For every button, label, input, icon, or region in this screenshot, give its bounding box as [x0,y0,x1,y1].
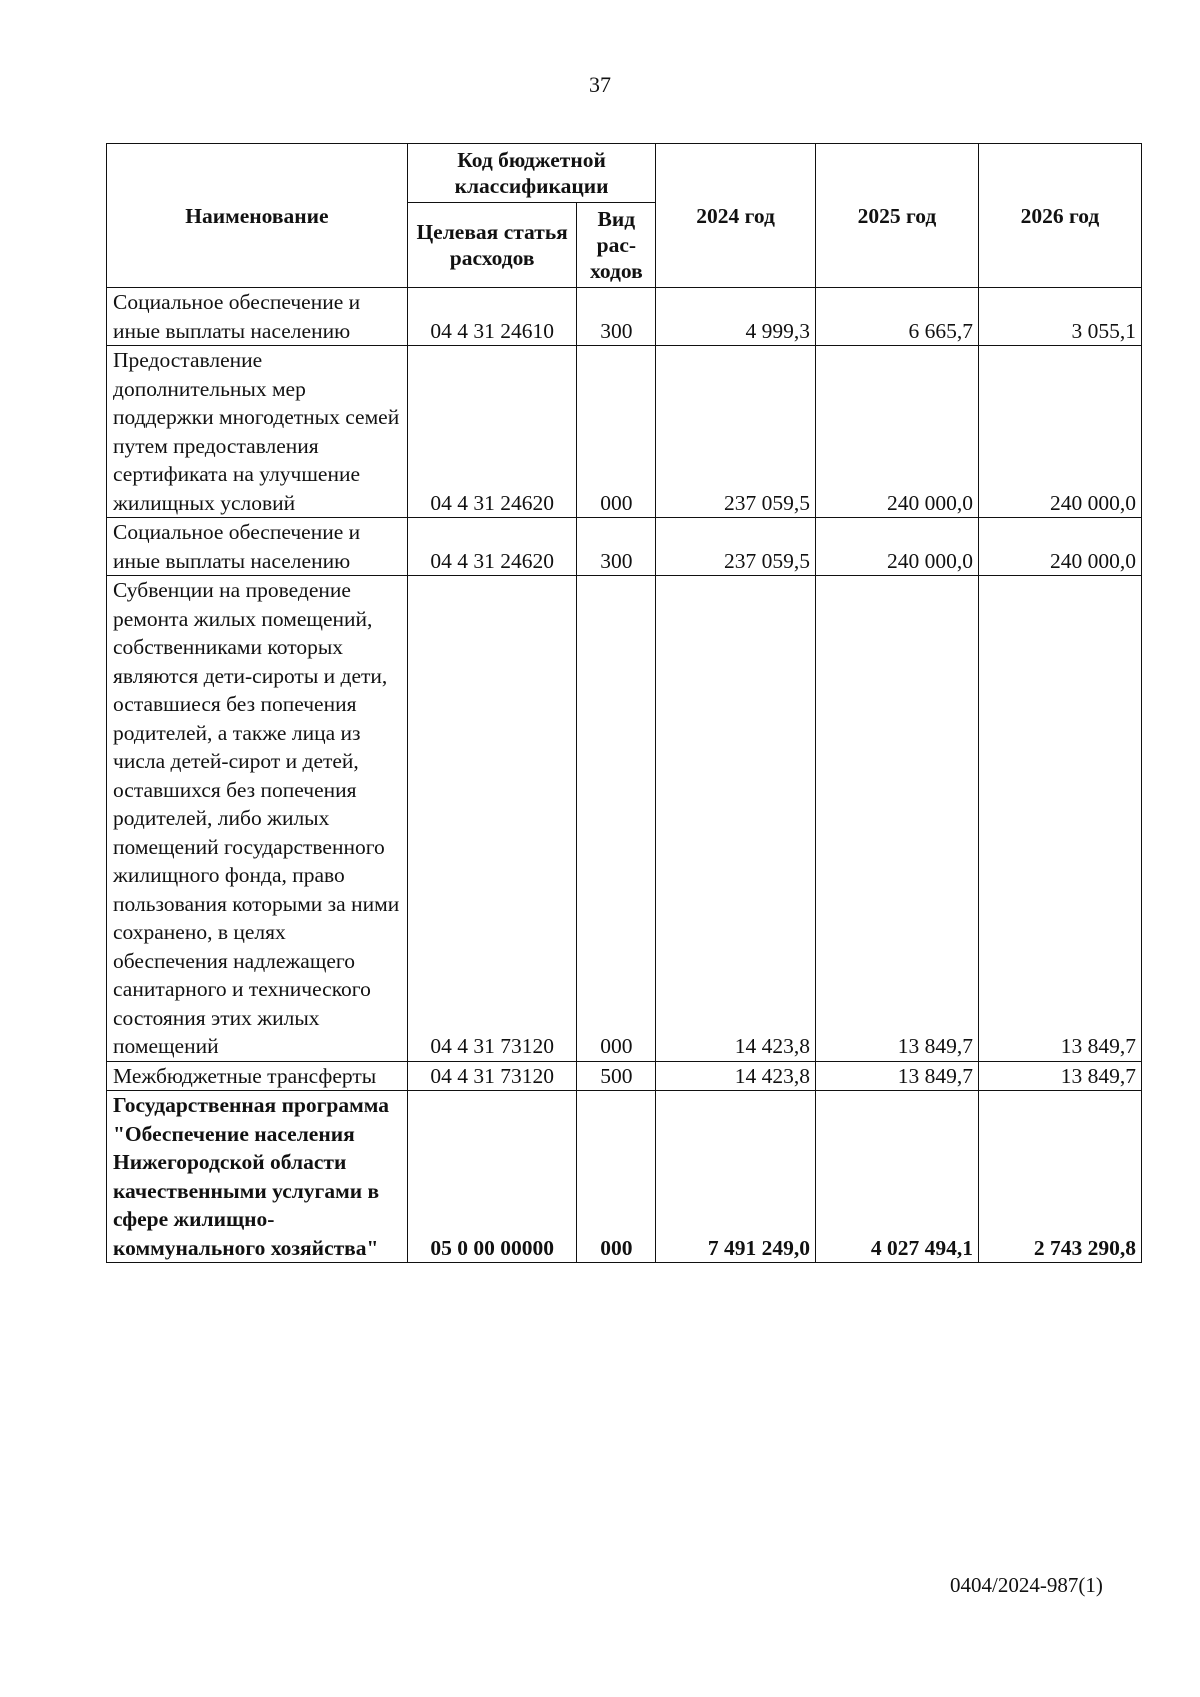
header-2025: 2025 год [815,144,978,288]
table-row [107,576,1142,1062]
table-row [107,1061,1142,1091]
row-2025: 4 027 494,1 [815,1091,978,1263]
row-name: Социальное обеспечение и иные выплаты населению [107,288,408,346]
header-target: Целевая статья расходов [407,203,577,288]
row-2026: 13 849,7 [978,1061,1141,1091]
row-2024: 14 423,8 [656,576,816,1062]
header-row-top [107,144,1142,203]
row-2024: 7 491 249,0 [656,1091,816,1263]
row-type: 500 [577,1061,656,1091]
row-2025: 6 665,7 [815,288,978,346]
row-target: 04 4 31 73120 [407,576,577,1062]
row-2026: 2 743 290,8 [978,1091,1141,1263]
row-2026: 240 000,0 [978,346,1141,518]
table-row [107,518,1142,576]
row-type: 300 [577,518,656,576]
row-target: 05 0 00 00000 [407,1091,577,1263]
header-code-group: Код бюджетной классификации [407,144,655,203]
row-name: Социальное обеспечение и иные выплаты населению [107,518,408,576]
header-name: Наименование [107,144,408,288]
row-target: 04 4 31 73120 [407,1061,577,1091]
row-type: 000 [577,1091,656,1263]
row-2025: 13 849,7 [815,576,978,1062]
row-2026: 13 849,7 [978,576,1141,1062]
row-name: Субвенции на проведение ремонта жилых помещений, собственниками которых являются дети-сироты и дети, оставшиеся без попечения родителей, а также лица из числа детей-сирот и детей, оставшихся без попечения родителей, либо жилых помещений государственного жилищного фонда, право пользования которыми за ними сохранено, в целях обеспечения надлежащего санитарного и технического состояния этих жилых помещений [107,576,408,1062]
row-2025: 240 000,0 [815,346,978,518]
row-target: 04 4 31 24620 [407,518,577,576]
row-2026: 240 000,0 [978,518,1141,576]
row-2024: 237 059,5 [656,346,816,518]
budget-table [106,143,1142,1263]
row-type: 000 [577,576,656,1062]
row-2025: 240 000,0 [815,518,978,576]
row-2024: 4 999,3 [656,288,816,346]
table-row [107,346,1142,518]
row-type: 000 [577,346,656,518]
table-row [107,1091,1142,1263]
row-name: Межбюджетные трансферты [107,1061,408,1091]
row-name: Предоставление дополнительных мер поддержки многодетных семей путем предоставления сертификата на улучшение жилищных условий [107,346,408,518]
row-2024: 237 059,5 [656,518,816,576]
header-type: Вид рас-ходов [577,203,656,288]
row-name: Государственная программа "Обеспечение населения Нижегородской области качественными услугами в сфере жилищно-коммунального хозяйства" [107,1091,408,1263]
document-id: 0404/2024-987(1) [950,1573,1103,1597]
header-2024: 2024 год [656,144,816,288]
row-target: 04 4 31 24610 [407,288,577,346]
row-2024: 14 423,8 [656,1061,816,1091]
page-number: 37 [589,72,611,97]
table-row [107,288,1142,346]
header-2026: 2026 год [978,144,1141,288]
row-target: 04 4 31 24620 [407,346,577,518]
row-2025: 13 849,7 [815,1061,978,1091]
row-type: 300 [577,288,656,346]
row-2026: 3 055,1 [978,288,1141,346]
